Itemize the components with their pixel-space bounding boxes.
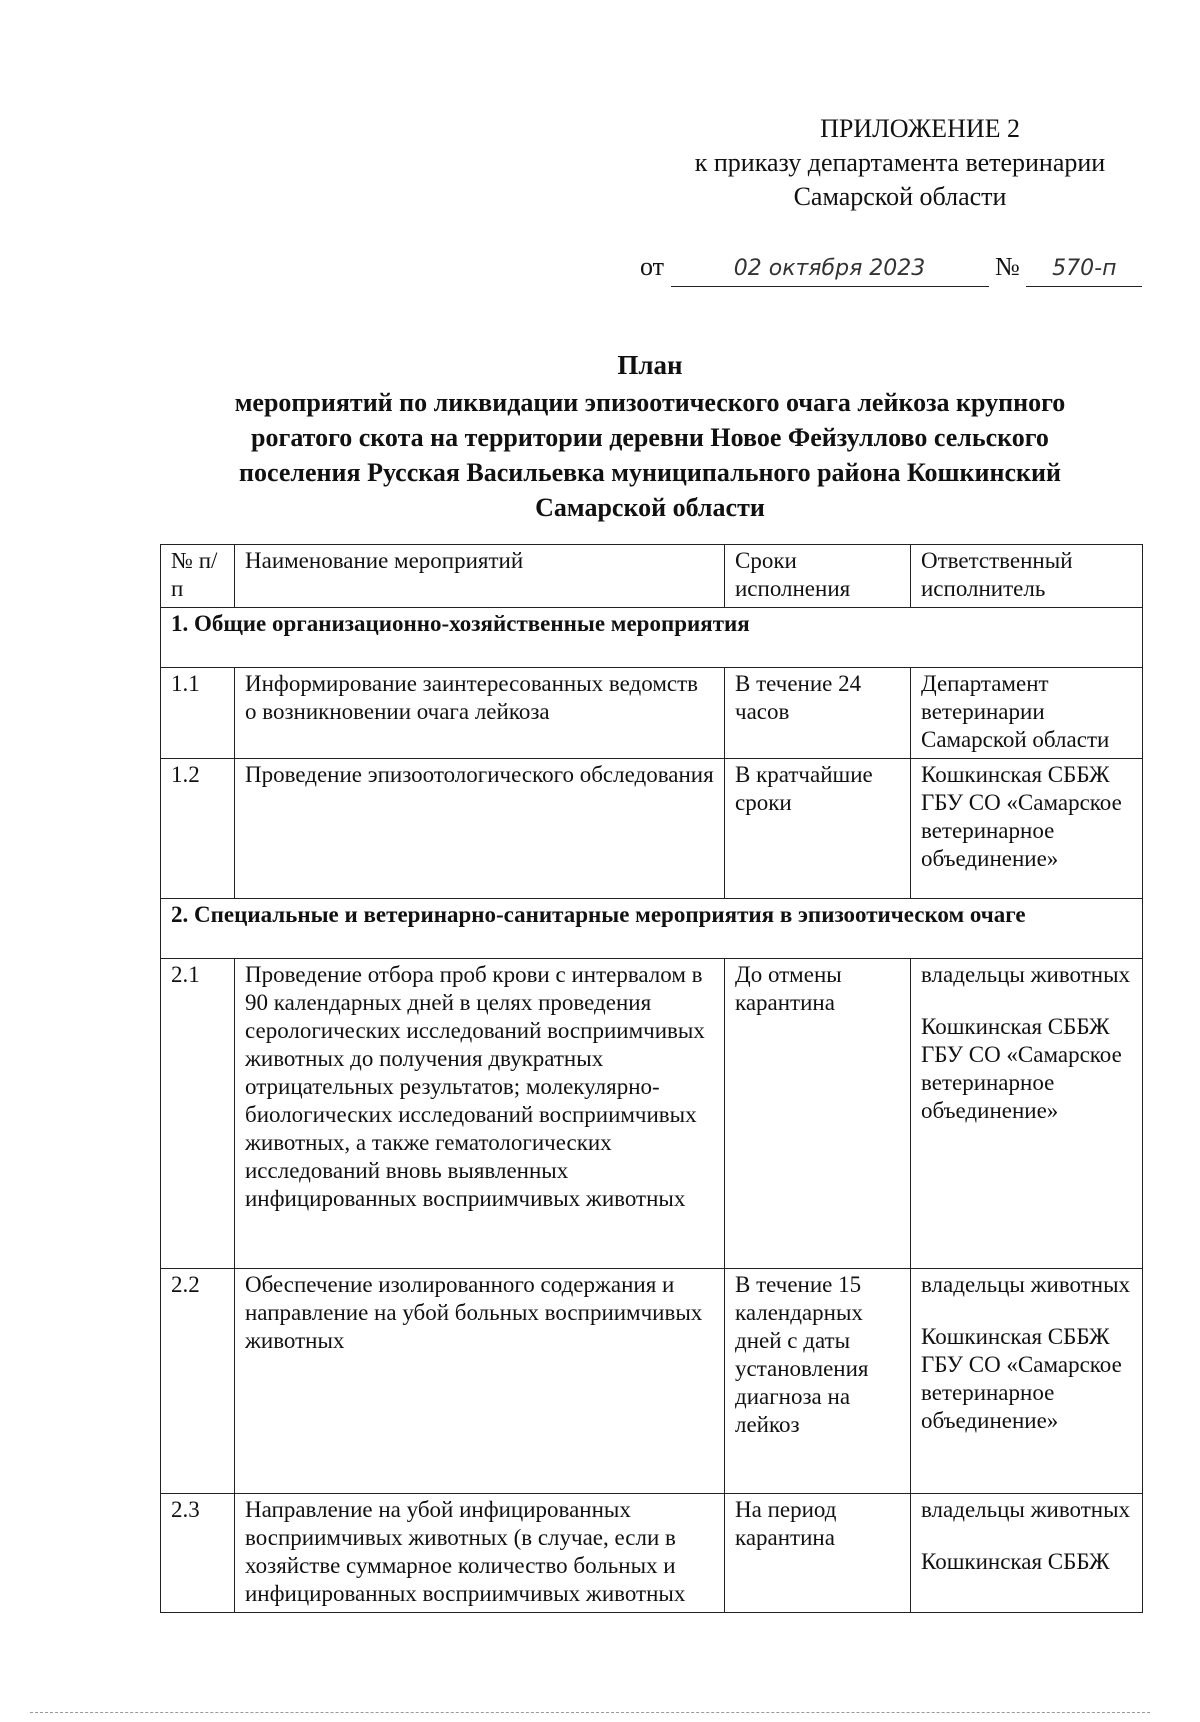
section-row — [161, 899, 1143, 959]
order-reference — [640, 250, 1140, 287]
row-resp-primary: владельцы животных — [921, 962, 1131, 987]
appendix-title: ПРИЛОЖЕНИЕ 2 — [820, 114, 1020, 143]
section-row — [161, 608, 1143, 668]
title-line-1: мероприятий по ликвидации эпизоотического очага лейкоза крупного — [234, 388, 1066, 417]
order-number-handwritten: 570-п — [1026, 252, 1142, 287]
row-resp-primary: владельцы животных — [921, 1497, 1131, 1522]
row-name: Обеспечение изолированного содержания и направление на убой больных восприимчивых животных — [235, 1269, 725, 1494]
row-term: На период карантина — [725, 1494, 911, 1613]
section-2-title: 2. Специальные и ветеринарно-санитарные мероприятия в эпизоотическом очаге — [161, 899, 1143, 959]
title-plan: План — [617, 350, 683, 380]
row-num: 1.2 — [161, 759, 235, 899]
row-num: 2.2 — [161, 1269, 235, 1494]
appendix-header — [660, 112, 1140, 214]
row-resp-secondary: Кошкинская СББЖ — [921, 1549, 1110, 1574]
title-line-4: Самарской области — [535, 493, 765, 522]
row-num: 2.1 — [161, 959, 235, 1269]
table-header-row — [161, 545, 1143, 608]
table-row — [161, 668, 1143, 759]
row-resp-primary: Департамент ветеринарии Самарской области — [921, 671, 1110, 752]
row-resp-primary: владельцы животных — [921, 1272, 1131, 1297]
order-number-label: № — [995, 252, 1020, 281]
appendix-subtitle-2: Самарской области — [793, 182, 1007, 211]
row-name: Информирование заинтересованных ведомств о возникновении очага лейкоза — [235, 668, 725, 759]
header-name: Наименование мероприятий — [235, 545, 725, 608]
row-resp-secondary: Кошкинская СББЖ ГБУ СО «Самарское ветеринарное объединение» — [921, 1014, 1122, 1123]
row-resp — [911, 1494, 1143, 1613]
title-line-2: рогатого скота на территории деревни Новое Фейзуллово сельского — [251, 423, 1049, 452]
title-line-3: поселения Русская Васильевка муниципального района Кошкинский — [239, 458, 1061, 487]
order-from-label: от — [640, 252, 665, 281]
row-resp — [911, 668, 1143, 759]
row-term: В кратчайшие сроки — [725, 759, 911, 899]
row-term: В течение 24 часов — [725, 668, 911, 759]
row-name: Проведение эпизоотологического обследования — [235, 759, 725, 899]
table-row — [161, 1269, 1143, 1494]
section-1-title: 1. Общие организационно-хозяйственные мероприятия — [161, 608, 1143, 668]
row-num: 2.3 — [161, 1494, 235, 1613]
row-name: Направление на убой инфицированных восприимчивых животных (в случае, если в хозяйстве суммарное количество больных и инфицированных восприимчивых животных — [235, 1494, 725, 1613]
header-term: Сроки исполнения — [725, 545, 911, 608]
row-term: В течение 15 календарных дней с даты установления диагноза на лейкоз — [725, 1269, 911, 1494]
table-row — [161, 1494, 1143, 1613]
row-resp-secondary: Кошкинская СББЖ ГБУ СО «Самарское ветеринарное объединение» — [921, 1324, 1122, 1433]
table-row — [161, 959, 1143, 1269]
order-date-handwritten: 02 октября 2023 — [671, 252, 989, 287]
scan-artifact-line — [30, 1712, 1150, 1714]
row-resp — [911, 1269, 1143, 1494]
row-resp — [911, 959, 1143, 1269]
document-title — [150, 348, 1150, 525]
row-resp — [911, 759, 1143, 899]
row-num: 1.1 — [161, 668, 235, 759]
header-resp: Ответственный исполнитель — [911, 545, 1143, 608]
table-row — [161, 759, 1143, 899]
row-name: Проведение отбора проб крови с интервалом в 90 календарных дней в целях проведения серологических исследований восприимчивых животных до получения двукратных отрицательных результатов; молекулярно-биологических исследований восприимчивых животных, а также гематологических исследований вновь выявленных инфицированных восприимчивых животных — [235, 959, 725, 1269]
header-num: № п/п — [161, 545, 235, 608]
row-term: До отмены карантина — [725, 959, 911, 1269]
appendix-subtitle-1: к приказу департамента ветеринарии — [694, 148, 1106, 177]
row-resp-primary: Кошкинская СББЖ ГБУ СО «Самарское ветеринарное объединение» — [921, 762, 1122, 871]
measures-table — [160, 544, 1143, 1613]
